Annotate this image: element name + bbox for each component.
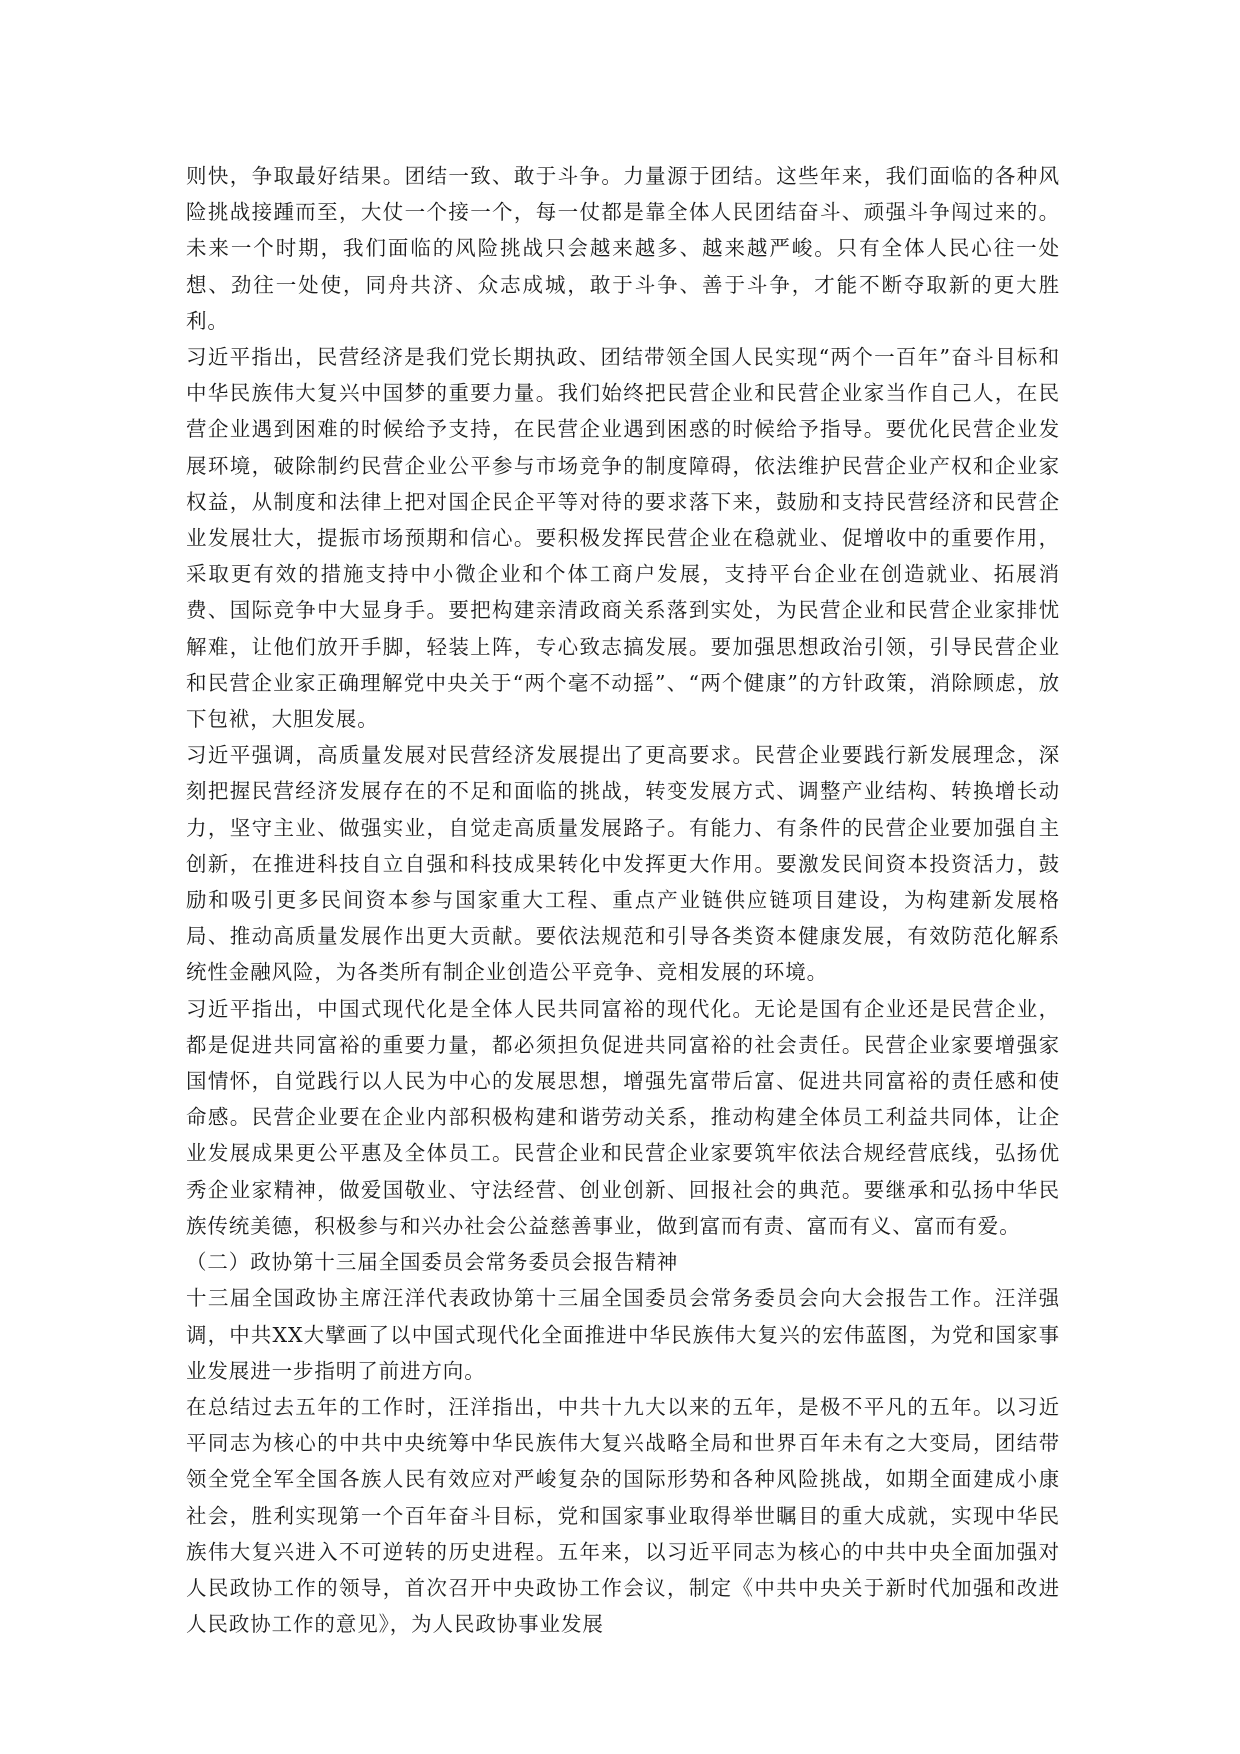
paragraph-4: 习近平指出，中国式现代化是全体人民共同富裕的现代化。无论是国有企业还是民营企业，都是促进共同富裕的重要力量，都必须担负促进共同富裕的社会责任。民营企业家要增强家国情怀，自觉践行以人民为中心的发展思想，增强先富带后富、促进共同富裕的责任感和使命感。民营企业要在企业内部积极构建和谐劳动关系，推动构建全体员工利益共同体，让企业发展成果更公平惠及全体员工。民营企业和民营企业家要筑牢依法合规经营底线，弘扬优秀企业家精神，做爱国敬业、守法经营、创业创新、回报社会的典范。要继承和弘扬中华民族传统美德，积极参与和兴办社会公益慈善事业，做到富而有责、富而有义、富而有爱。	[186, 996, 1060, 1238]
paragraph-5: 十三届全国政协主席汪洋代表政协第十三届全国委员会常务委员会向大会报告工作。汪洋强调，中共XX大擘画了以中国式现代化全面推进中华民族伟大复兴的宏伟蓝图，为党和国家事业发展进一步指明了前进方向。	[186, 1286, 1060, 1383]
document-page	[186, 158, 1060, 1642]
paragraph-2: 习近平指出，民营经济是我们党长期执政、团结带领全国人民实现“两个一百年”奋斗目标和中华民族伟大复兴中国梦的重要力量。我们始终把民营企业和民营企业家当作自己人，在民营企业遇到困难的时候给予支持，在民营企业遇到困惑的时候给予指导。要优化民营企业发展环境，破除制约民营企业公平参与市场竞争的制度障碍，依法维护民营企业产权和企业家权益，从制度和法律上把对国企民企平等对待的要求落下来，鼓励和支持民营经济和民营企业发展壮大，提振市场预期和信心。要积极发挥民营企业在稳就业、促增收中的重要作用，采取更有效的措施支持中小微企业和个体工商户发展，支持平台企业在创造就业、拓展消费、国际竞争中大显身手。要把构建亲清政商关系落到实处，为民营企业和民营企业家排忧解难，让他们放开手脚，轻装上阵，专心致志搞发展。要加强思想政治引领，引导民营企业和民营企业家正确理解党中央关于“两个毫不动摇”、“两个健康”的方针政策，消除顾虑，放下包袱，大胆发展。	[186, 345, 1060, 732]
paragraph-1: 则快，争取最好结果。团结一致、敢于斗争。力量源于团结。这些年来，我们面临的各种风险挑战接踵而至，大仗一个接一个，每一仗都是靠全体人民团结奋斗、顽强斗争闯过来的。未来一个时期，我们面临的风险挑战只会越来越多、越来越严峻。只有全体人民心往一处想、劲往一处使，同舟共济、众志成城，敢于斗争、善于斗争，才能不断夺取新的更大胜利。	[186, 164, 1060, 333]
paragraph-3: 习近平强调，高质量发展对民营经济发展提出了更高要求。民营企业要践行新发展理念，深刻把握民营经济发展存在的不足和面临的挑战，转变发展方式、调整产业结构、转换增长动力，坚守主业、做强实业，自觉走高质量发展路子。有能力、有条件的民营企业要加强自主创新，在推进科技自立自强和科技成果转化中发挥更大作用。要激发民间资本投资活力，鼓励和吸引更多民间资本参与国家重大工程、重点产业链供应链项目建设，为构建新发展格局、推动高质量发展作出更大贡献。要依法规范和引导各类资本健康发展，有效防范化解系统性金融风险，为各类所有制企业创造公平竞争、竞相发展的环境。	[186, 743, 1060, 985]
section-heading: （二）政协第十三届全国委员会常务委员会报告精神	[186, 1250, 679, 1275]
paragraph-6: 在总结过去五年的工作时，汪洋指出，中共十九大以来的五年，是极不平凡的五年。以习近平同志为核心的中共中央统筹中华民族伟大复兴战略全局和世界百年未有之大变局，团结带领全党全军全国各族人民有效应对严峻复杂的国际形势和各种风险挑战，如期全面建成小康社会，胜利实现第一个百年奋斗目标，党和国家事业取得举世瞩目的重大成就，实现中华民族伟大复兴进入不可逆转的历史进程。五年来，以习近平同志为核心的中共中央全面加强对人民政协工作的领导，首次召开中央政协工作会议，制定《中共中央关于新时代加强和改进人民政协工作的意见》，为人民政协事业发展	[186, 1394, 1060, 1637]
